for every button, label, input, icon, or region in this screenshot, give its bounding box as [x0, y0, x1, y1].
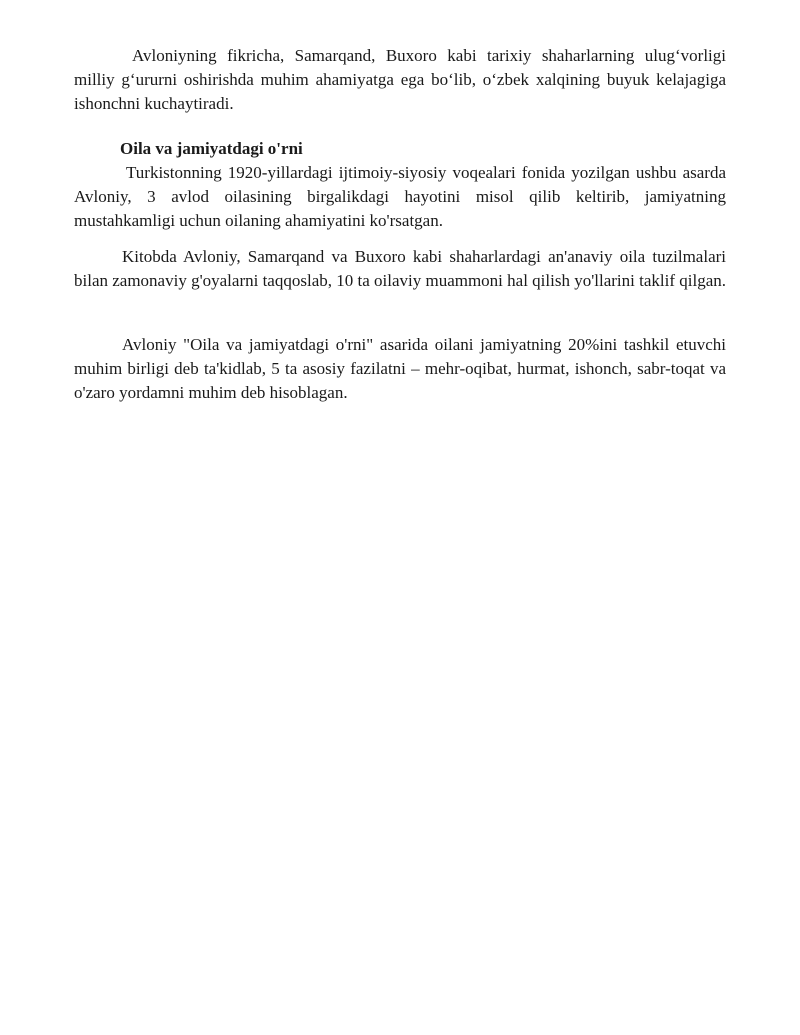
section-heading: Oila va jamiyatdagi o'rni: [120, 139, 303, 158]
paragraph-family-virtues: Avloniy "Oila va jamiyatdagi o'rni" asarida oilani jamiyatning 20%ini tashkil etuvchi muhim birligi deb ta'kidlab, 5 ta asosiy fazilatni – mehr-oqibat, hurmat, ishonch, sabr-toqat va o'zaro yordamni muhim deb hisoblagan.: [74, 335, 726, 402]
paragraph-cities: Avloniyning fikricha, Samarqand, Buxoro kabi tarixiy shaharlarning ulug‘vorligi milliy g‘ururni oshirishda muhim ahamiyatga ega bo‘lib, o‘zbek xalqining buyuk kelajagiga ishonchni kuchaytiradi.: [74, 46, 726, 113]
paragraph-turkestan: Turkistonning 1920-yillardagi ijtimoiy-siyosiy voqealari fonida yozilgan ushbu asarda Avloniy, 3 avlod oilasining birgalikdagi hayotini misol qilib keltirib, jamiyatning mustahkamligi uchun oilaning ahamiyatini ko'rsatgan.: [74, 163, 726, 230]
paragraph-book: Kitobda Avloniy, Samarqand va Buxoro kabi shaharlardagi an'anaviy oila tuzilmalari bilan zamonaviy g'oyalarni taqqoslab, 10 ta oilaviy muammoni hal qilish yo'llarini taklif qilgan.: [74, 247, 726, 290]
